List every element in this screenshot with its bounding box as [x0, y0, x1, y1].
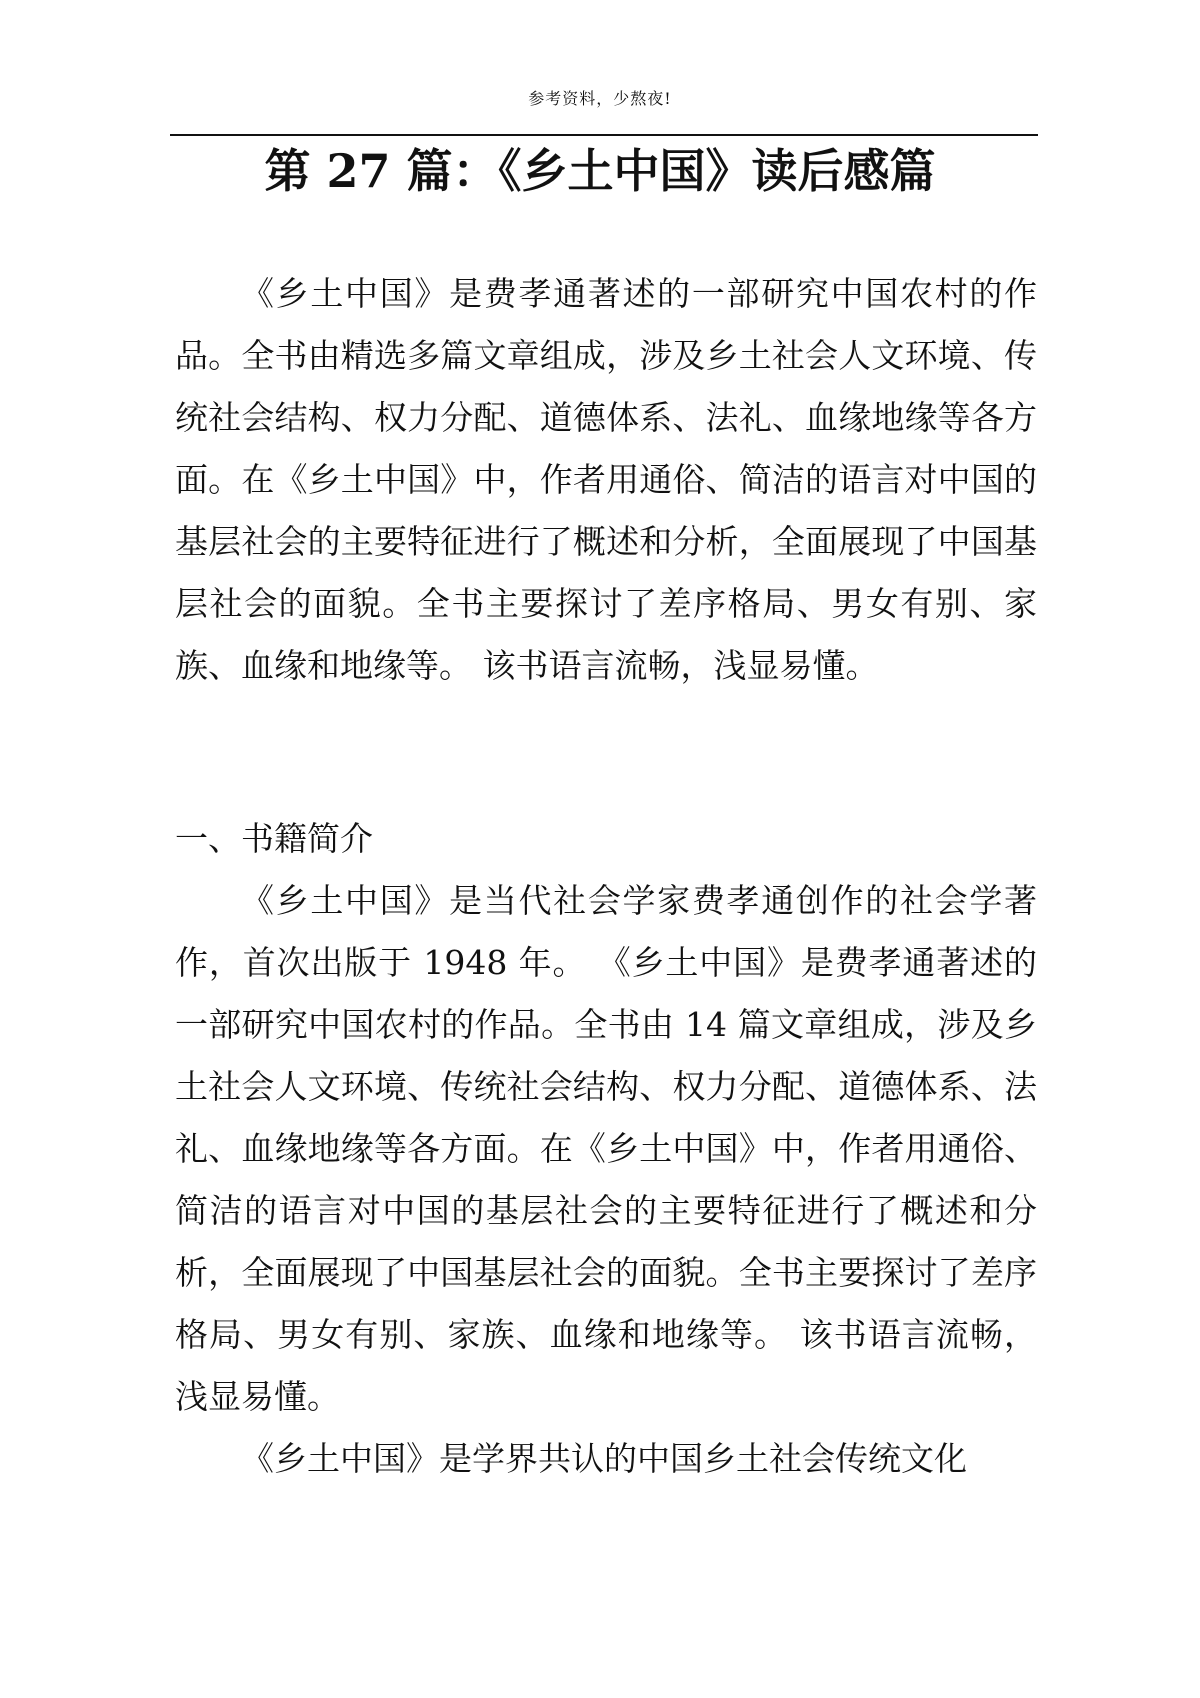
section-heading: 一、书籍简介: [175, 819, 373, 858]
page-header-note: 参考资料，少熬夜!: [528, 89, 672, 108]
section-paragraph-1: 《乡土中国》是当代社会学家费孝通创作的社会学著作，首次出版于 1948 年。 《乡土中国》是费孝通著述的一部研究中国农村的作品。全书由 14 篇文章组成，涉及乡土社会人文环境、传统社会结构、权力分配、道德体系、法礼、血缘地缘等各方面。在《乡土中国》中，作者用通俗、简洁的语言对中国的基层社会的主要特征进行了概述和分析，全面展现了中国基层社会的面貌。全书主要探讨了差序格局、男女有别、家族、血缘和地缘等。 该书语言流畅，浅显易懂。: [175, 881, 1037, 1416]
document-title: 第 27 篇：《乡土中国》读后感篇: [264, 144, 936, 198]
intro-section: [175, 263, 1037, 697]
header-divider: [170, 134, 1038, 136]
book-intro-section: [175, 808, 1037, 1490]
intro-paragraph: 《乡土中国》是费孝通著述的一部研究中国农村的作品。全书由精选多篇文章组成，涉及乡土社会人文环境、传统社会结构、权力分配、道德体系、法礼、血缘地缘等各方面。在《乡土中国》中，作者用通俗、简洁的语言对中国的基层社会的主要特征进行了概述和分析，全面展现了中国基层社会的面貌。全书主要探讨了差序格局、男女有别、家族、血缘和地缘等。 该书语言流畅，浅显易懂。: [175, 274, 1037, 685]
section-paragraph-2: 《乡土中国》是学界共认的中国乡土社会传统文化: [241, 1439, 967, 1478]
